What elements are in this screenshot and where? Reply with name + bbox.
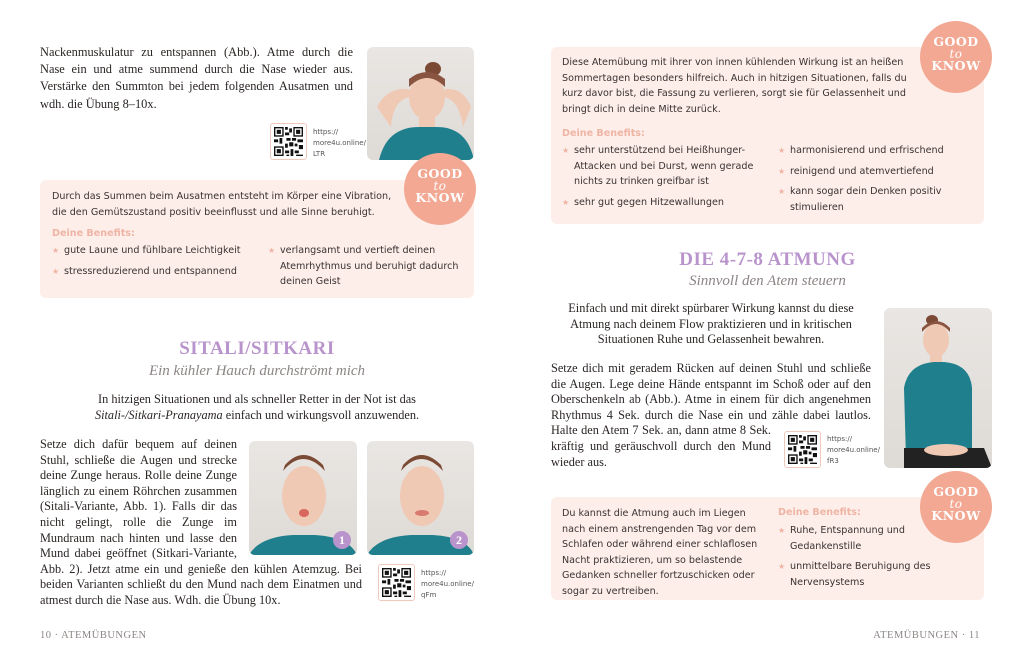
qr-code-ltr[interactable] [270,123,307,160]
intro-line: In hitzigen Situationen und als schneller Retter in der Not ist das [98,392,416,406]
qr-url-line: https:// [421,569,447,577]
qr-url-qfm[interactable] [421,568,474,601]
section-title-478: DIE 4-7-8 ATMUNG [679,249,856,270]
qr-url-line: fR3 [827,457,839,465]
badge-word: KNOW [415,190,465,205]
benefits-heading: Deine Benefits: [562,128,645,139]
body-text-sitali-part2: Atemzug. Bei beiden Varianten schließt du den Mund nach dem Einatmen und atmest durch die Nase aus. Wdh. die Übung 10x. [40,561,362,607]
good-to-know-badge [404,153,476,225]
benefit-item: ★ verlangsamt und vertieft deinen Atemrhythmus und beruhigt dadurch deinen Geist [268,243,464,290]
info-text: Diese Atemübung mit ihrer von innen kühlenden Wirkung ist an heißen Sommertagen besonders hilfreich. Auch in hitzigen Situationen, falls du kurz davor bist, die Fassung zu verlieren, sorgt sie für Gelassenheit und bringt dich in deine Mitte zurück. [562,57,907,115]
qr-url-line: more4u.online/ [313,139,366,147]
badge-word: GOOD [933,34,979,49]
qr-url-line: qFm [421,591,437,599]
figure-number-badge: 1 [333,531,351,549]
figure-number-badge: 2 [450,531,468,549]
intro-italic-term: Sitali-/Sitkari-Pranayama [94,408,223,422]
benefit-item: ★ Ruhe, Entspannung und Gedankenstille [778,523,968,554]
benefit-item: ★ harmonisierend und erfrischend [778,143,968,159]
section-intro-sitali [40,391,474,423]
qr-url-line: https:// [313,128,339,136]
intro-paragraph: Nackenmuskulatur zu entspannen (Abb.). Atme durch die Nase ein und atme summend durch die Nase wieder aus. Verstärke den Summton bei jedem folgenden Ausatmen und wdh. die Übung 8–10x. [40,45,353,111]
benefits-heading: Deine Benefits: [778,507,861,518]
badge-word: to [949,497,963,511]
benefits-heading: Deine Benefits: [52,228,135,239]
good-to-know-badge [920,471,992,543]
footer-separator: · [54,630,59,641]
qr-code-fr3[interactable] [784,431,821,468]
benefit-item: ★ unmittelbare Beruhigung des Nervensystems [778,559,968,590]
qr-url-line: https:// [827,435,853,443]
benefit-item: ★ sehr unterstützend bei Heißhunger-Attacken und bei Durst, wenn gerade nichts zu trinken greifbar ist [562,143,762,190]
body-text-478-part2: Halte den Atem 7 Sek. an, dann atme 8 Sek. kräftig und geräuschvoll durch den Mund wieder aus. [551,423,771,469]
body-text-sitali-part1: Setze dich dafür bequem auf deinen Stuhl, schließe die Augen und strecke deine Zunge heraus. Rolle deine Zunge länglich zu einem Röhrchen zusammen (Sitali-Variante, Abb. 1). Falls dir das nicht gelingt, rolle die Zunge im Mundraum nach hinten und lasse den Mund dabei geöffnet (Sitkari-Variante, Abb. 2). Jetzt atme ein und genieße den kühlen [40,437,288,576]
section-subtitle-478: Sinnvoll den Atem steuern [689,273,846,289]
section-title-sitali: SITALI/SITKARI [179,338,335,359]
chapter-name: ATEMÜBUNGEN [61,630,147,641]
qr-url-ltr[interactable] [313,127,366,160]
section-subtitle-sitali: Ein kühler Hauch durchströmt mich [148,363,366,379]
badge-word: KNOW [931,58,981,73]
benefit-item: ★ gute Laune und fühlbare Leichtigkeit [52,243,252,259]
good-to-know-box-sitali [551,47,984,224]
footer-left [40,630,147,641]
qr-url-fr3[interactable] [827,434,880,467]
badge-word: to [433,179,447,193]
badge-word: GOOD [417,166,463,181]
qr-code-qfm[interactable] [378,564,415,601]
photo-seated-breathing [884,308,992,468]
section-intro-478: Einfach und mit direkt spürbarer Wirkung kannst du diese Atmung nach deinem Flow praktizieren und in kritischen Situationen Ruhe und Gelassenheit bewahren. [568,301,854,347]
photo-humming-exercise [367,47,474,160]
benefit-item: ★ kann sogar dein Denken positiv stimulieren [778,184,968,215]
benefit-item: ★ stressreduzierend und entspannend [52,264,252,280]
badge-word: GOOD [933,484,979,499]
good-to-know-badge [920,21,992,93]
intro-rest: einfach und wirkungsvoll anzuwenden. [222,408,420,422]
qr-url-line: more4u.online/ [421,580,474,588]
benefits-list-col1 [562,143,762,215]
benefit-item: ★ sehr gut gegen Hitzewallungen [562,195,762,211]
benefits-list-col2 [268,243,464,295]
qr-url-line: LTR [313,150,326,158]
benefits-list-col2 [778,143,968,220]
footer-separator: · [961,630,966,641]
benefits-list-col1 [52,243,252,284]
chapter-name: ATEMÜBUNGEN [873,630,959,641]
page-number: 11 [968,630,980,641]
body-text-478 [551,361,871,473]
info-text: Du kannst die Atmung auch im Liegen nach einem anstrengenden Tag vor dem Schlafen oder während einer schlaflosen Nacht praktizieren, um so belastende Gedanken schneller fortzuschicken oder sogar zu vertreiben. [562,508,758,597]
benefit-item: ★ reinigend und atemvertiefend [778,164,968,180]
info-text: Durch das Summen beim Ausatmen entsteht im Körper eine Vibration, die den Gemütszustand positiv beeinflusst und alle Sinne beruhigt. [52,191,392,218]
photo-sitali-variant [249,441,357,555]
photo-sitkari-variant [367,441,474,555]
page-number: 10 [40,630,52,641]
badge-word: KNOW [931,508,981,523]
body-text-478-part1: Setze dich mit geradem Rücken auf deinen Stuhl und schließe die Augen. Lege deine Hände entspannt im Schoß oder auf den Oberschenkeln ab (Abb.). Atme in einem für dich angenehmen Rhythmus 4 Sek. durch die Nase ein und zähle dabei lautlos. [551,361,871,422]
badge-word: to [949,47,963,61]
footer-right [873,630,980,641]
qr-url-line: more4u.online/ [827,446,880,454]
intro-line [40,407,474,423]
